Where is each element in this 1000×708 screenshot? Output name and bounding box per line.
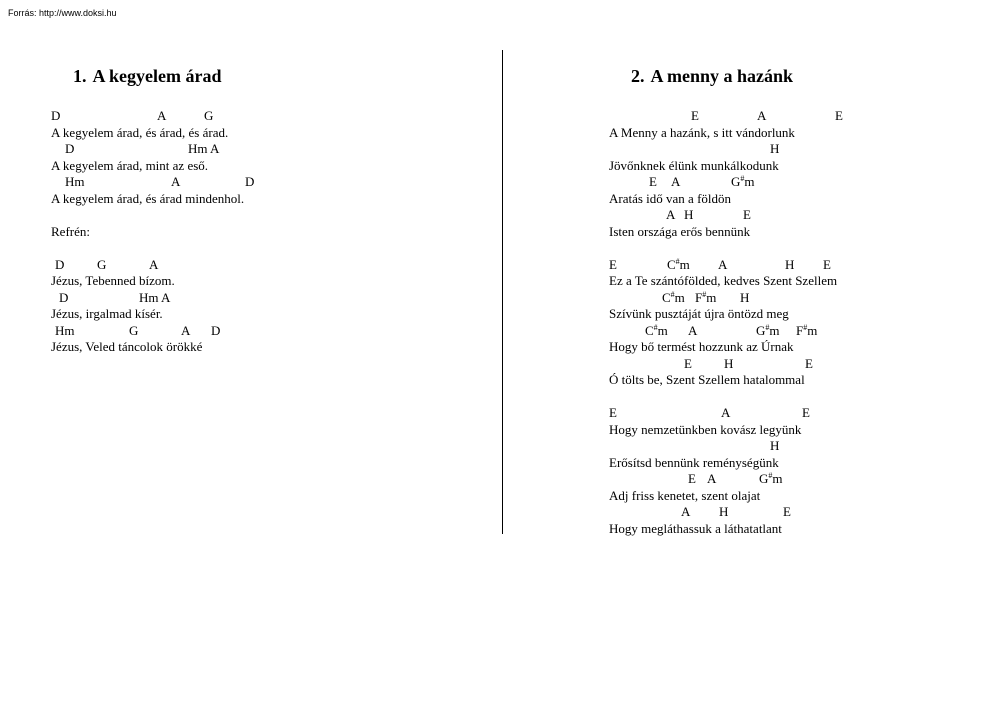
chord-line xyxy=(609,504,979,521)
sharp-sign: # xyxy=(740,174,745,183)
sharp-sign: # xyxy=(653,322,658,332)
song-1-title xyxy=(51,66,471,90)
song-1 xyxy=(51,66,471,356)
chord xyxy=(756,323,780,340)
song-2-number: 2. xyxy=(631,66,645,86)
sharp-sign: # xyxy=(702,289,707,299)
sharp-sign: # xyxy=(768,471,773,480)
chord xyxy=(695,290,716,307)
chord: D xyxy=(65,141,75,156)
chord: E xyxy=(805,355,813,371)
chord: H xyxy=(740,289,750,305)
chord: A xyxy=(666,207,676,222)
spacer xyxy=(609,240,979,257)
chord-quality: m xyxy=(679,256,690,272)
chord-line xyxy=(609,141,979,158)
chord-line xyxy=(51,257,471,274)
refrain-label: Refrén: xyxy=(51,223,90,239)
chord-line xyxy=(609,290,979,307)
chord xyxy=(759,471,783,488)
chord: G xyxy=(129,322,139,338)
chord: A xyxy=(718,256,728,272)
sharp-sign: # xyxy=(670,289,675,299)
chord: H xyxy=(785,256,795,272)
song-2 xyxy=(609,66,979,537)
chord-root: G xyxy=(756,322,766,338)
chord-line xyxy=(609,257,979,274)
chord: A xyxy=(757,108,767,123)
chord: G xyxy=(204,108,214,123)
chord-line xyxy=(609,323,979,340)
chord: E xyxy=(688,471,696,486)
chord: E xyxy=(783,504,791,519)
chord: D xyxy=(55,256,65,272)
chord: Hm A xyxy=(139,289,171,305)
sharp-sign: # xyxy=(803,322,808,332)
chord: H xyxy=(770,141,780,156)
chord: D xyxy=(51,108,61,123)
chord: E xyxy=(691,108,699,123)
lyric-line: Ó tölts be, Szent Szellem hatalommal xyxy=(609,372,805,387)
source-caption: Forrás: http://www.doksi.hu xyxy=(8,8,117,18)
chord: A xyxy=(688,322,698,338)
chord: Hm xyxy=(55,322,75,338)
chord xyxy=(662,290,685,307)
chord-quality: m xyxy=(772,471,783,486)
chord: D xyxy=(59,289,69,305)
chord-line xyxy=(609,405,979,422)
chord xyxy=(645,323,668,340)
chord-line xyxy=(609,207,979,224)
chord-line xyxy=(51,174,471,191)
chord: E xyxy=(823,256,831,272)
lyric-line: Adj friss kenetet, szent olajat xyxy=(609,487,761,503)
chord-line xyxy=(609,438,979,455)
chord-line xyxy=(609,108,979,125)
chord-quality: m xyxy=(744,174,755,189)
chord: E xyxy=(743,207,751,222)
lyric-line: Jézus, Tebenned bízom. xyxy=(51,273,175,288)
song-1-title-text: A kegyelem árad xyxy=(92,66,222,86)
chord-line xyxy=(609,471,979,488)
chord: Hm A xyxy=(188,141,220,156)
chord-root: F xyxy=(796,322,804,338)
chord: H xyxy=(770,438,780,453)
chord-line xyxy=(51,141,471,158)
song-2-title-text: A menny a hazánk xyxy=(650,66,794,86)
chord-root: G xyxy=(731,174,741,189)
chord-line xyxy=(609,356,979,373)
lyric-line: Ez a Te szántófölded, kedves Szent Szellem xyxy=(609,273,838,288)
chord-root: C xyxy=(667,256,676,272)
lyric-line: A kegyelem árad, mint az eső. xyxy=(51,157,209,173)
song-2-title xyxy=(609,66,979,90)
lyric-line: Jézus, irgalmad kísér. xyxy=(51,306,163,321)
chord: E xyxy=(684,355,692,371)
chord-line xyxy=(51,323,471,340)
chord: A xyxy=(681,504,691,519)
chord-root: F xyxy=(695,289,703,305)
chord: E xyxy=(649,174,657,189)
spacer xyxy=(609,389,979,406)
chord xyxy=(796,323,817,340)
chord: A xyxy=(181,322,191,338)
chord: A xyxy=(721,405,731,420)
spacer xyxy=(51,240,471,257)
lyric-line: A kegyelem árad, és árad, és árad. xyxy=(51,124,229,140)
chord-root: C xyxy=(662,289,671,305)
chord: A xyxy=(171,174,181,189)
chord-root: G xyxy=(759,471,769,486)
chord: E xyxy=(802,405,810,420)
song-1-number: 1. xyxy=(73,66,87,86)
lyric-line: Aratás idő van a földön xyxy=(609,190,732,206)
lyric-line: Hogy bő termést hozzunk az Úrnak xyxy=(609,339,794,354)
chord: E xyxy=(609,256,617,272)
sharp-sign: # xyxy=(675,256,680,266)
spacer xyxy=(51,207,471,224)
lyric-line: Jézus, Veled táncolok örökké xyxy=(51,339,203,354)
lyric-line: A Menny a hazánk, s itt vándorlunk xyxy=(609,124,795,140)
chord: A xyxy=(157,108,167,123)
lyric-line: Jövőnknek élünk munkálkodunk xyxy=(609,157,779,173)
chord-line xyxy=(609,174,979,191)
chord-line xyxy=(51,290,471,307)
chord-root: C xyxy=(645,322,654,338)
chord-quality: m xyxy=(657,322,668,338)
column-divider xyxy=(502,50,503,534)
chord-quality: m xyxy=(674,289,685,305)
chord-line xyxy=(51,108,471,125)
chord: H xyxy=(684,207,694,222)
chord-quality: m xyxy=(706,289,717,305)
lyric-line: Szívünk pusztáját újra öntözd meg xyxy=(609,306,789,321)
chord: Hm xyxy=(65,174,85,189)
chord: A xyxy=(707,471,717,486)
chord: A xyxy=(671,174,681,189)
chord xyxy=(731,174,755,191)
lyric-line: Hogy megláthassuk a láthatatlant xyxy=(609,520,782,536)
chord: E xyxy=(609,405,617,420)
chord: D xyxy=(211,322,221,338)
lyric-line: Isten országa erős bennünk xyxy=(609,223,751,239)
chord: A xyxy=(149,256,159,272)
sharp-sign: # xyxy=(765,322,770,332)
chord: D xyxy=(245,174,255,189)
chord-quality: m xyxy=(807,322,818,338)
lyric-line: Hogy nemzetünkben kovász legyünk xyxy=(609,421,802,437)
chord-quality: m xyxy=(769,322,780,338)
lyric-line: Erősítsd bennünk reménységünk xyxy=(609,454,779,470)
lyric-line: A kegyelem árad, és árad mindenhol. xyxy=(51,190,245,206)
chord: H xyxy=(719,504,729,519)
chord: E xyxy=(835,108,843,123)
chord: G xyxy=(97,256,107,272)
chord xyxy=(667,257,690,274)
chord: H xyxy=(724,355,734,371)
